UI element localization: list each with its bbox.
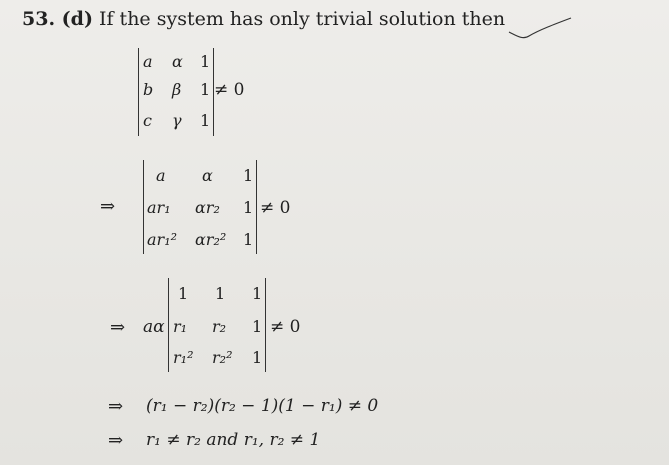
problem-number: 53. (d) bbox=[22, 8, 93, 30]
final-condition: r₁ ≠ r₂ and r₁, r₂ ≠ 1 bbox=[146, 430, 321, 450]
det2-cell: ar₁ bbox=[147, 198, 171, 217]
det2-cell: a bbox=[156, 166, 166, 185]
det3-prefix: aα bbox=[143, 317, 165, 337]
det3-cell: 1 bbox=[252, 317, 263, 336]
det2-relation: ≠ 0 bbox=[260, 198, 291, 218]
det2-cell: 1 bbox=[243, 198, 254, 217]
implies-arrow: ⇒ bbox=[108, 430, 124, 451]
det1-cell: α bbox=[172, 52, 183, 71]
det3-cell: r₂ bbox=[212, 317, 227, 336]
det3-cell: 1 bbox=[252, 348, 263, 367]
implies-arrow: ⇒ bbox=[100, 196, 116, 217]
det2-cell: αr₂ bbox=[195, 198, 220, 217]
det2-cell: αr₂² bbox=[195, 230, 227, 249]
det3-cell: r₁² bbox=[173, 348, 194, 367]
det2-cell: α bbox=[202, 166, 213, 185]
factored-inequality: (r₁ − r₂)(r₂ − 1)(1 − r₁) ≠ 0 bbox=[146, 396, 379, 416]
implies-arrow: ⇒ bbox=[108, 396, 124, 417]
det2-cell: 1 bbox=[243, 166, 254, 185]
det1-cell: c bbox=[143, 111, 152, 130]
det2-cell: 1 bbox=[243, 230, 254, 249]
det3-cell: 1 bbox=[178, 284, 189, 303]
det1-cell: a bbox=[143, 52, 153, 71]
problem-heading bbox=[22, 8, 505, 30]
det1-cell: b bbox=[143, 80, 154, 99]
det1-cell: 1 bbox=[200, 52, 211, 71]
det2-cell: ar₁² bbox=[147, 230, 178, 249]
det1-cell: 1 bbox=[200, 111, 211, 130]
det3-cell: 1 bbox=[215, 284, 226, 303]
implies-arrow: ⇒ bbox=[110, 317, 126, 338]
det1-cell: β bbox=[172, 80, 182, 99]
problem-statement: If the system has only trivial solution then bbox=[98, 8, 506, 30]
det1-relation: ≠ 0 bbox=[214, 80, 245, 100]
det1-cell: 1 bbox=[200, 80, 211, 99]
det3-cell: 1 bbox=[252, 284, 263, 303]
check-mark-icon bbox=[505, 14, 575, 44]
det1-cell: γ bbox=[172, 111, 182, 130]
det3-cell: r₁ bbox=[173, 317, 188, 336]
det3-cell: r₂² bbox=[212, 348, 233, 367]
det3-relation: ≠ 0 bbox=[270, 317, 301, 337]
